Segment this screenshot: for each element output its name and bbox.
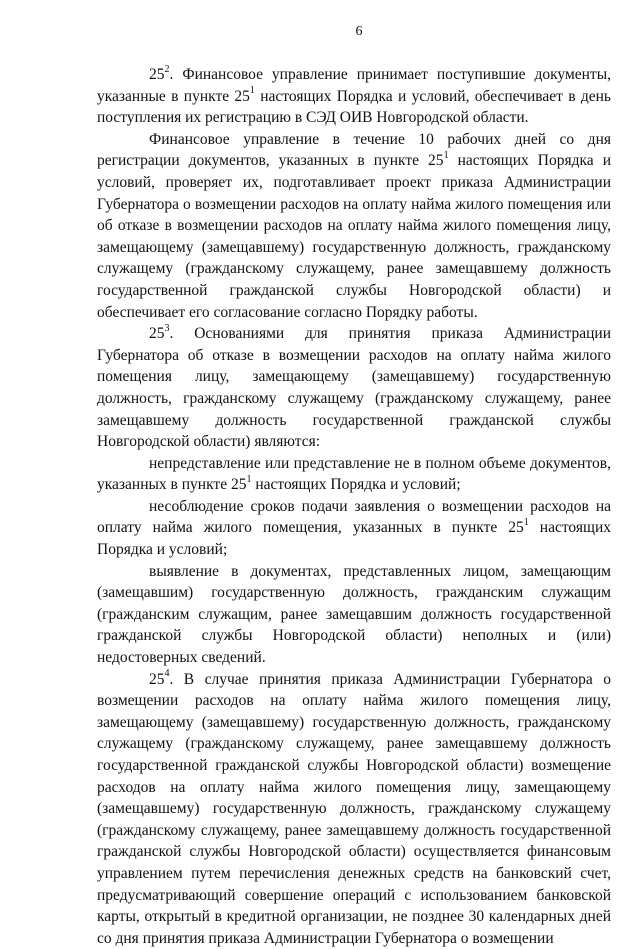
paragraph-ground-inaccurate [97,561,611,669]
paragraph-ground-deadline [97,496,611,561]
superscript-index: 4 [164,668,170,680]
text-run: настоящих Порядка и условий, проверяет их, подготавливает проект приказа Администрации Губернатора о возмещении расходов на оплату найма жилого помещения или об отказе в возмещении расходов на оплату найма жилого помещения лицу, замещающему (замещавшему) государственную должность, гражданскому служащему (гражданскому служащему, ранее замещавшему должность государственной гражданской службы Новгородской области) и обеспечивает его согласование согласно Порядку работы. [97,152,611,321]
text-run: настоящих Порядка и условий; [97,519,611,559]
superscript-index: 1 [249,85,255,97]
paragraph-25-3 [97,323,611,453]
text-run: несоблюдение сроков подачи заявления о возмещении расходов на оплату найма жилого помещения, указанных в пункте 25 [97,497,611,537]
text-run: 25 [149,325,165,343]
paragraph-financial-review [97,129,611,323]
text-run: настоящих Порядка и условий; [251,476,461,494]
text-run: настоящих Порядка и условий, обеспечивает в день поступления их регистрацию в СЭД ОИВ Новгородской области. [97,87,611,127]
text-run: . Основаниями для принятия приказа Администрации Губернатора об отказе в возмещении расходов на оплату найма жилого помещения лицу, замещающему (замещавшему) государственную должность, гражданскому служащему (гражданскому служащему, ранее замещавшему должность государственной гражданской службы Новгородской области) являются: [97,325,611,451]
text-run: . В случае принятия приказа Администрации Губернатора о возмещении расходов на оплату найма жилого помещения лицу, замещающему (замещавшему) государственную должность, гражданскому служащему (гражданскому служащему, ранее замещавшему должность государственной гражданской службы Новгородской области) возмещение расходов на оплату найма жилого помещения лицу, замещающему (замещавшему) государственную должность, гражданскому служащему (гражданскому служащему, ранее замещавшему должность государственной гражданской службы Новгородской области) осуществляется финансовым управлением путем перечисления денежных средств на банковский счет, предусматривающий совершение операций с использованием банковской карты, открытый в кредитной организации, не позднее 30 календарных дней со дня принятия приказа Администрации Губернатора о возмещении [97,670,611,947]
superscript-index: 3 [164,322,170,334]
superscript-index: 1 [523,517,529,529]
superscript-index: 2 [164,63,170,75]
text-run: непредставление или представление не в полном объеме документов, указанных в пункте 25 [97,454,611,494]
superscript-index: 1 [246,474,252,486]
text-run: Финансовое управление в течение 10 рабочих дней со дня регистрации документов, указанных в пункте 25 [97,130,611,170]
superscript-index: 1 [443,150,449,162]
text-run: выявление в документах, представленных лицом, замещающим (замещавшим) государственную должность, гражданским служащим (гражданским служащим, ранее замещавшим должность государственной гражданской службы Новгородской области) неполных и (или) недостоверных сведений. [97,562,611,667]
text-run: 25 [149,670,165,688]
text-run: 25 [149,66,165,83]
paragraph-ground-non-submission [97,453,611,496]
paragraph-25-2 [97,64,611,129]
document-page [97,22,611,949]
paragraph-25-4 [97,669,611,949]
page-number: 6 [355,24,363,39]
text-run: . Финансовое управление принимает поступившие документы, указанные в пункте 25 [97,66,611,105]
